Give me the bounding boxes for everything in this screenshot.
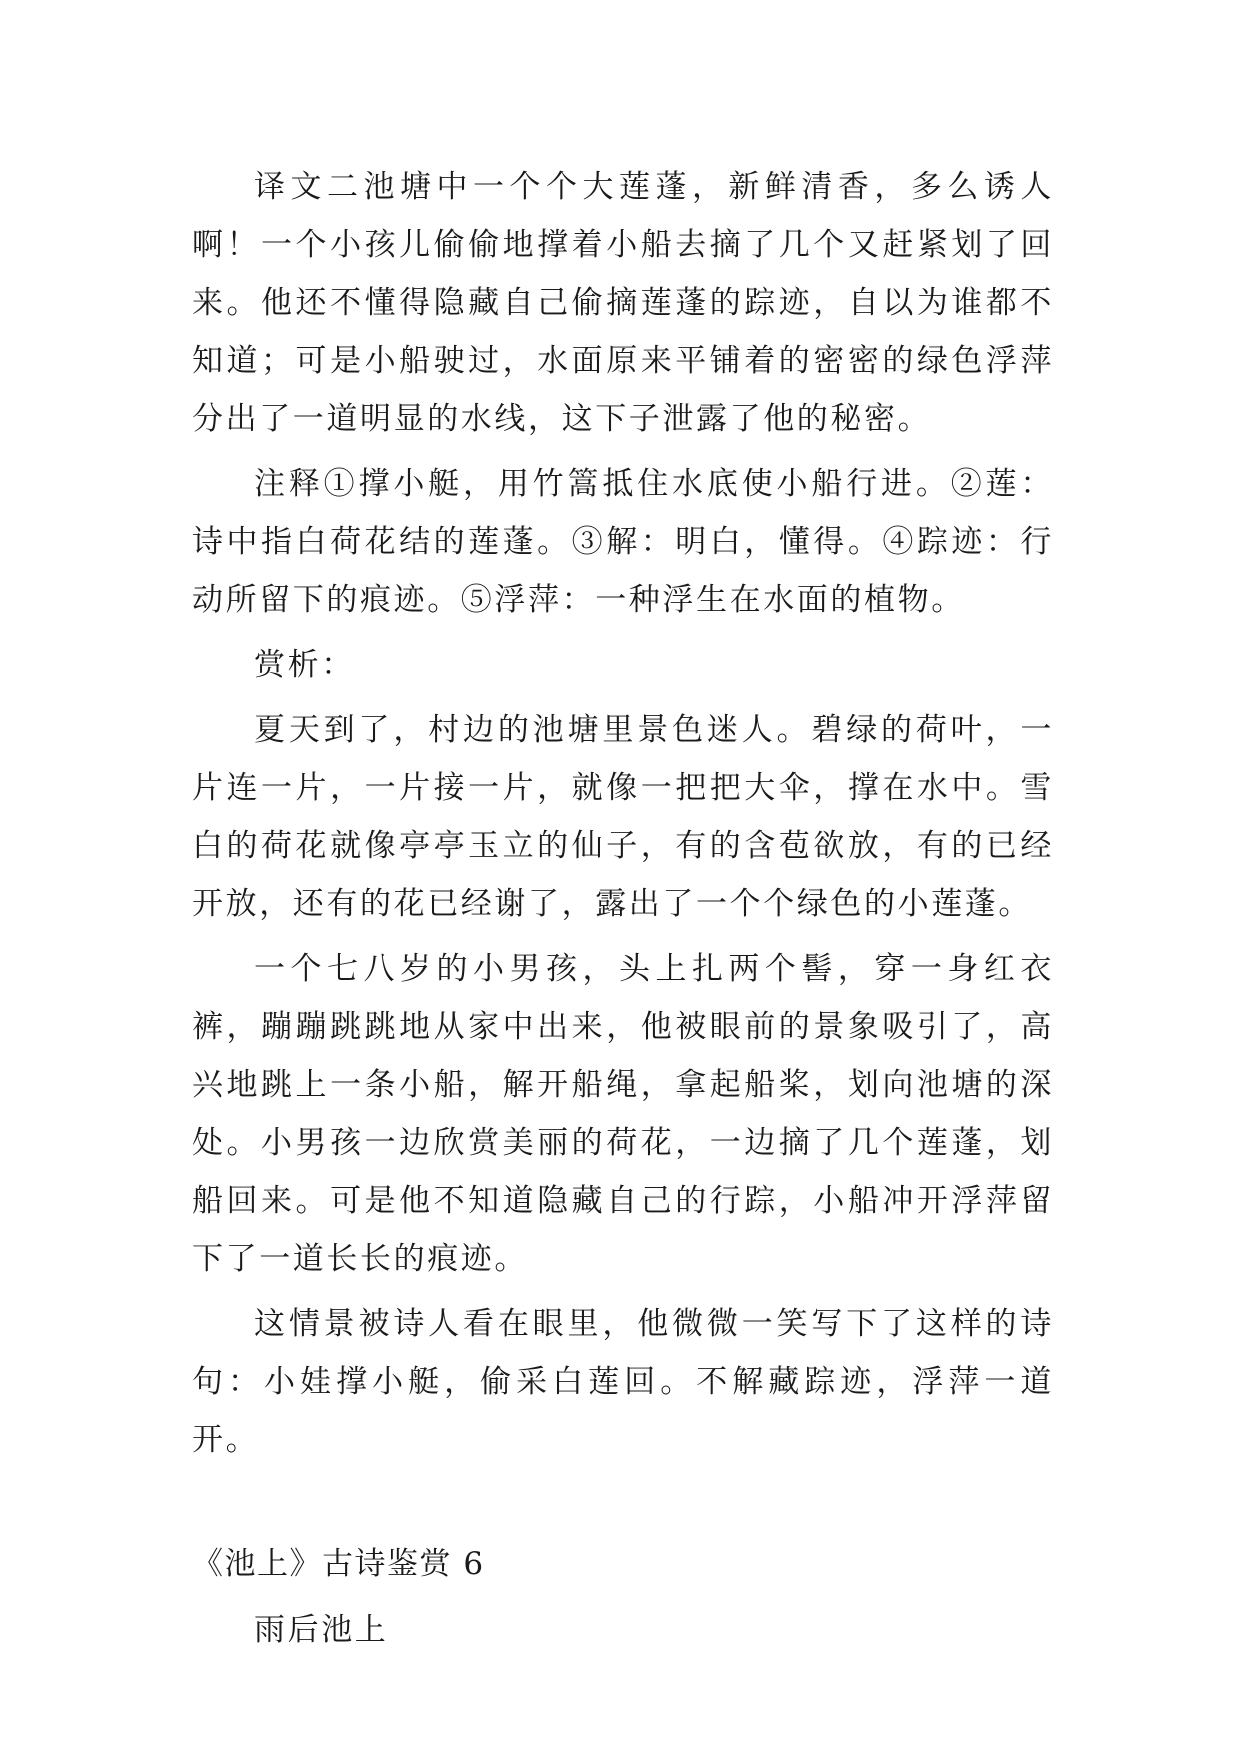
document-page <box>192 158 1054 1659</box>
paragraph-annotations: 注释①撑小艇，用竹篙抵住水底使小船行进。②莲：诗中指白荷花结的莲蓬。③解：明白，懂得。④踪迹：行动所留下的痕迹。⑤浮萍：一种浮生在水面的植物。 <box>192 466 1054 618</box>
section-subheading: 雨后池上 <box>254 1612 389 1648</box>
paragraph-poem-lines: 这情景被诗人看在眼里，他微微一笑写下了这样的诗句：小娃撑小艇，偷采白莲回。不解藏踪迹，浮萍一道开。 <box>192 1306 1054 1458</box>
section-heading: 《池上》古诗鉴赏 6 <box>192 1546 485 1582</box>
paragraph-little-boy: 一个七八岁的小男孩，头上扎两个髻，穿一身红衣裤，蹦蹦跳跳地从家中出来，他被眼前的景象吸引了，高兴地跳上一条小船，解开船绳，拿起船桨，划向池塘的深处。小男孩一边欣赏美丽的荷花，一边摘了几个莲蓬，划船回来。可是他不知道隐藏自己的行踪，小船冲开浮萍留下了一道长长的痕迹。 <box>192 951 1054 1277</box>
paragraph-summer-scene: 夏天到了，村边的池塘里景色迷人。碧绿的荷叶，一片连一片，一片接一片，就像一把把大伞，撑在水中。雪白的荷花就像亭亭玉立的仙子，有的含苞欲放，有的已经开放，还有的花已经谢了，露出了一个个绿色的小莲蓬。 <box>192 712 1054 922</box>
paragraph-translation: 译文二池塘中一个个大莲蓬，新鲜清香，多么诱人啊！一个小孩儿偷偷地撑着小船去摘了几个又赶紧划了回来。他还不懂得隐藏自己偷摘莲蓬的踪迹，自以为谁都不知道；可是小船驶过，水面原来平铺着的密密的绿色浮萍分出了一道明显的水线，这下子泄露了他的秘密。 <box>192 169 1054 437</box>
paragraph-appreciation-label: 赏析： <box>254 647 355 683</box>
